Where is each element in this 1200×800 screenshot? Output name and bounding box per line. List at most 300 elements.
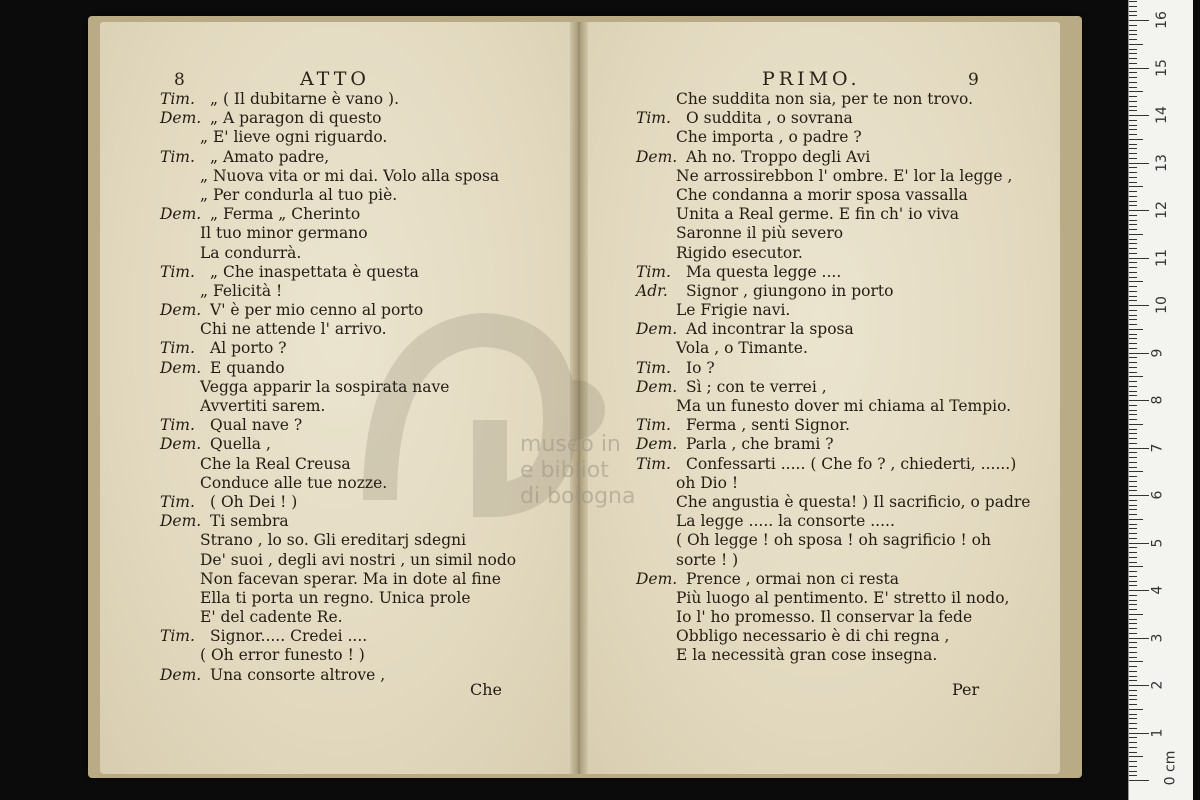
text-line	[160, 148, 516, 167]
ruler-tick	[1129, 771, 1137, 772]
ruler-tick	[1129, 25, 1137, 26]
running-header-right: PRIMO.	[762, 68, 861, 90]
ruler-tick	[1129, 353, 1149, 354]
ruler-tick	[1129, 291, 1137, 292]
ruler-tick	[1129, 519, 1143, 520]
ruler-tick	[1129, 699, 1137, 700]
line-text: Ne arrossirebbon l' ombre. E' lor la legge ,	[676, 166, 1013, 185]
text-line	[636, 551, 1030, 570]
line-text: Avvertiti sarem.	[200, 397, 326, 415]
ruler-tick	[1129, 201, 1137, 202]
text-line	[636, 378, 1030, 397]
ruler-tick	[1129, 343, 1137, 344]
text-line	[636, 608, 1030, 627]
ruler-tick	[1129, 581, 1137, 582]
line-text: Conduce alle tue nozze.	[200, 473, 388, 492]
ruler-tick	[1129, 1, 1137, 2]
ruler-tick	[1129, 476, 1137, 477]
ruler-tick	[1129, 452, 1137, 453]
text-line	[160, 282, 516, 301]
ruler-tick	[1129, 628, 1137, 629]
ruler-number: 14	[1153, 106, 1170, 124]
ruler-tick	[1129, 509, 1137, 510]
text-line	[636, 90, 1030, 109]
ruler-tick	[1129, 376, 1143, 377]
text-line	[160, 320, 516, 339]
line-text: La legge ..... la consorte .....	[676, 512, 895, 531]
line-text: Più luogo al pentimento. E' stretto il nodo,	[676, 588, 1010, 607]
ruler-tick	[1129, 661, 1143, 662]
line-text: „ E' lieve ogni riguardo.	[200, 128, 388, 147]
line-text: Io l' ho promesso. Il conservar la fede	[676, 608, 973, 627]
line-text: Signor , giungono in porto	[686, 281, 894, 300]
speaker-label: Tim.	[636, 416, 671, 435]
ruler-tick	[1129, 120, 1137, 121]
ruler-tick	[1129, 429, 1137, 430]
line-text: Ma un funesto dover mi chiama al Tempio.	[676, 397, 1012, 415]
ruler-tick	[1129, 34, 1137, 35]
ruler-tick	[1129, 106, 1137, 107]
ruler-tick	[1129, 524, 1137, 525]
ruler-tick	[1129, 566, 1143, 567]
ruler-tick	[1129, 775, 1137, 776]
line-text: „ Ferma „ Cherinto	[210, 205, 361, 224]
text-line	[636, 148, 1030, 167]
ruler-tick	[1129, 153, 1137, 154]
ruler-tick	[1129, 101, 1137, 102]
ruler-tick	[1129, 714, 1137, 715]
ruler-tick	[1129, 63, 1137, 64]
speaker-label: Adr.	[636, 281, 668, 300]
ruler-tick	[1129, 671, 1137, 672]
ruler-tick	[1129, 144, 1137, 145]
text-line	[636, 244, 1030, 263]
ruler-tick	[1129, 448, 1149, 449]
ruler-tick	[1129, 253, 1137, 254]
text-line	[636, 512, 1030, 531]
ruler-tick	[1129, 300, 1137, 301]
ruler-tick	[1129, 576, 1137, 577]
catchword-left: Che	[470, 680, 503, 699]
speaker-label: Tim.	[636, 454, 671, 473]
ruler-number: 10	[1153, 296, 1170, 314]
ruler-tick	[1129, 286, 1137, 287]
text-line	[636, 282, 1030, 301]
ruler-tick	[1129, 457, 1137, 458]
ruler-tick	[1129, 139, 1143, 140]
ruler-tick	[1129, 362, 1137, 363]
ruler-tick	[1129, 53, 1137, 54]
text-line	[636, 646, 1030, 665]
line-text: Parla , che brami ?	[686, 435, 834, 454]
ruler-tick	[1129, 652, 1137, 653]
line-text: De' suoi , degli avi nostri , un simil nodo	[200, 550, 517, 569]
text-line	[636, 455, 1030, 474]
ruler-tick	[1129, 367, 1137, 368]
ruler-tick	[1129, 6, 1137, 7]
ruler-tick	[1129, 638, 1149, 639]
ruler-number: 7	[1149, 443, 1166, 452]
ruler-tick	[1129, 414, 1137, 415]
ruler-tick	[1129, 490, 1137, 491]
ruler-tick	[1129, 562, 1137, 563]
ruler-tick	[1129, 633, 1137, 634]
text-line	[160, 224, 516, 243]
ruler-tick	[1129, 538, 1137, 539]
speaker-label: Tim.	[160, 492, 195, 511]
ruler-tick	[1129, 372, 1137, 373]
speaker-label: Tim.	[636, 358, 671, 377]
speaker-label: Dem.	[160, 358, 202, 377]
text-line	[160, 589, 516, 608]
ruler-tick	[1129, 129, 1137, 130]
text-line	[160, 205, 516, 224]
ruler-tick	[1129, 680, 1137, 681]
ruler-tick	[1129, 471, 1143, 472]
line-text: Rigido esecutor.	[676, 243, 803, 262]
speaker-label: Dem.	[636, 147, 678, 166]
ruler-tick	[1129, 433, 1137, 434]
ruler-tick	[1129, 728, 1137, 729]
ruler-tick	[1129, 15, 1137, 16]
text-line	[636, 474, 1030, 493]
ruler-tick	[1129, 761, 1137, 762]
left-page-text	[160, 90, 516, 685]
ruler-tick	[1129, 733, 1149, 734]
ruler-tick	[1129, 158, 1137, 159]
line-text: Strano , lo so. Gli ereditarj sdegni	[200, 531, 467, 550]
speaker-label: Tim.	[160, 627, 195, 646]
ruler-tick	[1129, 424, 1143, 425]
ruler-tick	[1129, 590, 1149, 591]
ruler-tick	[1129, 215, 1137, 216]
ruler-number: 2	[1149, 680, 1166, 690]
line-text: Vegga apparir la sospirata nave	[200, 377, 450, 396]
text-line	[636, 263, 1030, 282]
ruler-tick	[1129, 585, 1137, 586]
ruler-tick	[1129, 595, 1137, 596]
ruler-tick	[1129, 756, 1143, 757]
text-line	[636, 128, 1030, 147]
text-line	[160, 512, 516, 531]
ruler-tick	[1129, 571, 1137, 572]
line-text: E quando	[210, 358, 285, 377]
ruler-tick	[1129, 125, 1137, 126]
text-line	[160, 493, 516, 512]
text-line	[160, 378, 516, 397]
ruler-tick	[1129, 87, 1137, 88]
line-text: „ A paragon di questo	[210, 109, 382, 128]
ruler-unit-label: 0 cm	[1162, 750, 1179, 786]
line-text: Che importa , o padre ?	[676, 128, 862, 147]
ruler-tick	[1129, 315, 1137, 316]
text-line	[160, 435, 516, 454]
speaker-label: Dem.	[160, 435, 202, 454]
ruler-tick	[1129, 386, 1137, 387]
line-text: ( Oh legge ! oh sposa ! oh sagrificio ! oh	[676, 531, 991, 550]
ruler-tick	[1129, 334, 1137, 335]
speaker-label: Dem.	[160, 512, 202, 531]
ruler-tick	[1129, 742, 1137, 743]
ruler-tick	[1129, 281, 1143, 282]
ruler-tick	[1129, 552, 1137, 553]
speaker-label: Tim.	[160, 262, 195, 281]
text-line	[636, 339, 1030, 358]
ruler-tick	[1129, 82, 1137, 83]
ruler-tick	[1129, 58, 1137, 59]
ruler-tick	[1129, 609, 1137, 610]
line-text: Io ?	[686, 358, 715, 377]
ruler-number: 3	[1149, 633, 1166, 642]
ruler-number: 5	[1149, 538, 1166, 547]
page-number-left: 8	[174, 70, 185, 90]
ruler-tick	[1129, 44, 1143, 45]
line-text: O suddita , o sovrana	[686, 109, 853, 128]
text-line	[160, 90, 516, 109]
ruler-tick	[1129, 685, 1149, 686]
line-text: ( Oh Dei ! )	[210, 492, 298, 511]
ruler-number: 15	[1153, 58, 1170, 77]
ruler-tick	[1129, 20, 1149, 21]
line-text: Qual nave ?	[210, 416, 303, 435]
ruler-tick	[1129, 68, 1149, 69]
line-text: Il tuo minor germano	[200, 224, 368, 243]
speaker-label: Dem.	[636, 569, 678, 588]
text-line	[636, 435, 1030, 454]
ruler-tick	[1129, 305, 1149, 306]
ruler-number: 6	[1149, 490, 1166, 500]
text-line	[160, 167, 516, 186]
ruler-tick	[1129, 709, 1143, 710]
text-line	[636, 224, 1030, 243]
ruler-tick	[1129, 196, 1137, 197]
text-line	[636, 627, 1030, 646]
ruler-tick	[1129, 642, 1137, 643]
ruler-tick	[1129, 766, 1137, 767]
speaker-label: Tim.	[160, 90, 195, 108]
line-text: „ Per condurla al tuo piè.	[200, 185, 398, 204]
text-line	[160, 186, 516, 205]
line-text: Al porto ?	[210, 339, 287, 358]
ruler-tick	[1129, 267, 1137, 268]
ruler-tick	[1129, 704, 1137, 705]
line-text: Ah no. Troppo degli Avi	[686, 147, 871, 166]
text-line	[636, 589, 1030, 608]
ruler-tick	[1129, 419, 1137, 420]
text-line	[160, 109, 516, 128]
ruler-tick	[1129, 395, 1137, 396]
speaker-label: Tim.	[160, 339, 195, 358]
text-line	[160, 263, 516, 282]
ruler-tick	[1129, 110, 1137, 111]
ruler-tick	[1129, 381, 1137, 382]
ruler-tick	[1129, 77, 1137, 78]
ruler-tick	[1129, 723, 1137, 724]
line-text: „ Amato padre,	[210, 147, 330, 166]
ruler-tick	[1129, 695, 1137, 696]
line-text: Ad incontrar la sposa	[686, 320, 854, 339]
ruler-tick	[1129, 210, 1149, 211]
ruler-tick	[1129, 438, 1137, 439]
ruler-number: 8	[1149, 395, 1166, 405]
ruler-number: 11	[1153, 248, 1170, 267]
measuring-ruler	[1128, 0, 1193, 800]
ruler-tick	[1129, 619, 1137, 620]
line-text: E la necessità gran cose insegna.	[676, 646, 938, 665]
text-line	[636, 493, 1030, 512]
line-text: oh Dio !	[676, 473, 739, 492]
line-text: Ferma , senti Signor.	[686, 416, 850, 435]
ruler-tick	[1129, 262, 1137, 263]
ruler-tick	[1129, 49, 1137, 50]
speaker-label: Dem.	[160, 665, 202, 684]
book-gutter	[570, 22, 588, 774]
line-text: La condurrà.	[200, 243, 302, 262]
ruler-tick	[1129, 647, 1137, 648]
text-line	[160, 627, 516, 646]
ruler-tick	[1129, 338, 1137, 339]
page-number-right: 9	[968, 70, 979, 90]
ruler-tick	[1129, 239, 1137, 240]
ruler-tick	[1129, 248, 1137, 249]
ruler-tick	[1129, 172, 1137, 173]
line-text: Che la Real Creusa	[200, 454, 351, 473]
ruler-tick	[1129, 91, 1143, 92]
speaker-label: Dem.	[160, 301, 202, 320]
line-text: Ella ti porta un regno. Unica prole	[200, 588, 471, 607]
ruler-tick	[1129, 177, 1137, 178]
ruler-tick	[1129, 96, 1137, 97]
ruler-tick	[1129, 405, 1137, 406]
text-line	[160, 339, 516, 358]
ruler-tick	[1129, 505, 1137, 506]
ruler-tick	[1129, 30, 1137, 31]
ruler-tick	[1129, 191, 1137, 192]
speaker-label: Dem.	[636, 435, 678, 454]
ruler-tick	[1129, 72, 1137, 73]
line-text: Obbligo necessario è di chi regna ,	[676, 627, 950, 646]
line-text: Prence , ormai non ci resta	[686, 569, 899, 588]
line-text: ( Oh error funesto ! )	[200, 646, 365, 665]
line-text: Le Frigie navi.	[676, 301, 791, 320]
catchword-right: Per	[952, 680, 980, 699]
line-text: Vola , o Timante.	[676, 339, 808, 358]
text-line	[160, 301, 516, 320]
ruler-number: 16	[1153, 11, 1170, 29]
ruler-tick	[1129, 277, 1137, 278]
ruler-number: 12	[1153, 201, 1170, 219]
line-text: Unita a Real germe. E fin ch' io viva	[676, 205, 960, 224]
text-line	[160, 570, 516, 589]
ruler-tick	[1129, 310, 1137, 311]
ruler-tick	[1129, 400, 1149, 401]
text-line	[160, 551, 516, 570]
text-line	[636, 359, 1030, 378]
ruler-tick	[1129, 443, 1137, 444]
ruler-number: 13	[1153, 153, 1170, 172]
ruler-tick	[1129, 623, 1137, 624]
line-text: Ma questa legge ....	[686, 262, 842, 281]
ruler-tick	[1129, 115, 1149, 116]
line-text: „ ( Il dubitarne è vano ).	[210, 90, 399, 108]
text-line	[636, 205, 1030, 224]
ruler-tick	[1129, 39, 1137, 40]
speaker-label: Dem.	[160, 109, 202, 128]
line-text: Signor..... Credei ....	[210, 627, 368, 646]
text-line	[636, 301, 1030, 320]
speaker-label: Tim.	[160, 147, 195, 166]
text-line	[160, 646, 516, 665]
ruler-tick	[1129, 391, 1137, 392]
ruler-tick	[1129, 272, 1137, 273]
line-text: Che suddita non sia, per te non trovo.	[676, 90, 974, 108]
ruler-tick	[1129, 234, 1143, 235]
ruler-tick	[1129, 500, 1137, 501]
speaker-label: Dem.	[160, 205, 202, 224]
text-line	[160, 608, 516, 627]
watermark-text: museo in e bibliot di bologna	[520, 432, 636, 509]
text-line	[160, 416, 516, 435]
speaker-label: Tim.	[160, 416, 195, 435]
ruler-tick	[1129, 224, 1137, 225]
ruler-tick	[1129, 319, 1137, 320]
ruler-tick	[1129, 600, 1137, 601]
text-line	[636, 570, 1030, 589]
ruler-tick	[1129, 410, 1137, 411]
text-line	[160, 455, 516, 474]
line-text: sorte ! )	[676, 550, 739, 569]
ruler-tick	[1129, 737, 1137, 738]
text-line	[160, 359, 516, 378]
text-line	[636, 416, 1030, 435]
ruler-tick	[1129, 557, 1137, 558]
line-text: Che condanna a morir sposa vassalla	[676, 185, 968, 204]
text-line	[160, 531, 516, 550]
ruler-tick	[1129, 467, 1137, 468]
line-text: Una consorte altrove ,	[210, 665, 386, 684]
line-text: Che angustia è questa! ) Il sacrificio, o padre	[676, 492, 1031, 511]
ruler-tick	[1129, 718, 1137, 719]
ruler-tick	[1129, 676, 1137, 677]
text-line	[160, 666, 516, 685]
line-text: Saronne il più severo	[676, 224, 844, 243]
text-line	[636, 109, 1030, 128]
speaker-label: Dem.	[636, 320, 678, 339]
line-text: Ti sembra	[210, 512, 289, 531]
ruler-tick	[1129, 243, 1137, 244]
ruler-tick	[1129, 186, 1143, 187]
ruler-tick	[1129, 348, 1137, 349]
ruler-tick	[1129, 182, 1137, 183]
text-line	[160, 128, 516, 147]
line-text: Chi ne attende l' arrivo.	[200, 320, 387, 339]
ruler-tick	[1129, 528, 1137, 529]
ruler-number: 4	[1149, 585, 1166, 595]
ruler-tick	[1129, 533, 1137, 534]
ruler-number: 1	[1149, 728, 1166, 737]
ruler-tick	[1129, 690, 1137, 691]
line-text: E' del cadente Re.	[200, 608, 343, 627]
ruler-tick	[1129, 780, 1149, 781]
text-line	[636, 320, 1030, 339]
ruler-tick	[1129, 752, 1137, 753]
ruler-tick	[1129, 614, 1143, 615]
ruler-tick	[1129, 747, 1137, 748]
ruler-tick	[1129, 134, 1137, 135]
line-text: Sì ; con te verrei ,	[686, 377, 827, 396]
text-line	[160, 474, 516, 493]
speaker-label: Dem.	[636, 377, 678, 396]
